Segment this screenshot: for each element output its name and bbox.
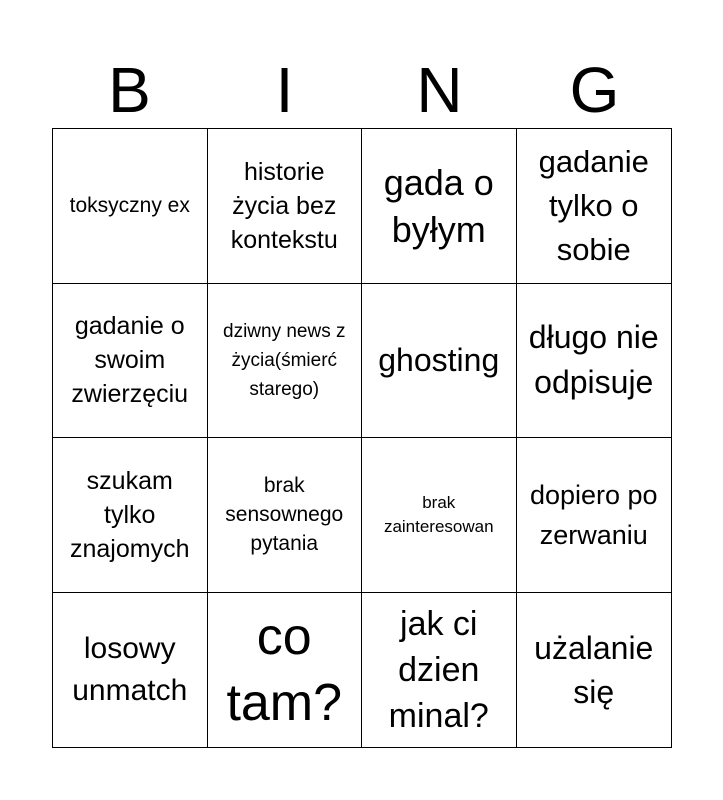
cell-text: brak zainteresowan — [383, 492, 494, 536]
bingo-cell[interactable] — [362, 129, 517, 284]
cell-text: dopiero po zerwaniu — [529, 479, 658, 550]
cell-text: jak ci dzien minal? — [388, 604, 489, 735]
header-letter-b: B — [108, 54, 151, 126]
cell-text: użalanie się — [534, 629, 654, 710]
bingo-cell[interactable] — [362, 284, 517, 439]
bingo-cell[interactable] — [208, 593, 363, 748]
cell-text: historie życia bez kontekstu — [230, 157, 338, 254]
cell-text: długo nie odpisuje — [528, 319, 659, 401]
bingo-cell[interactable] — [53, 129, 208, 284]
cell-text: gadanie o swoim zwierzęciu — [71, 312, 189, 409]
cell-text: co tam? — [226, 607, 343, 732]
bingo-cell[interactable] — [208, 438, 363, 593]
cell-text: ghosting — [378, 341, 500, 378]
bingo-cell[interactable] — [53, 593, 208, 748]
cell-text: szukam tylko znajomych — [70, 466, 190, 563]
header-letter-n: N — [416, 54, 463, 126]
cell-text: toksyczny ex — [69, 193, 190, 217]
bingo-cell[interactable] — [517, 129, 672, 284]
bingo-cell[interactable] — [517, 438, 672, 593]
bingo-cell[interactable] — [208, 284, 363, 439]
cell-text: gadanie tylko o sobie — [538, 143, 649, 267]
header-letter-i: I — [275, 54, 294, 126]
bingo-cell[interactable] — [517, 284, 672, 439]
header-letter-g: G — [569, 54, 620, 126]
bingo-header — [52, 52, 672, 128]
cell-text: gada o byłym — [383, 161, 494, 250]
bingo-cell[interactable] — [362, 438, 517, 593]
bingo-cell[interactable] — [362, 593, 517, 748]
cell-text: dziwny news z życia(śmierć starego) — [223, 320, 346, 400]
bingo-cell[interactable] — [53, 284, 208, 439]
bingo-cell[interactable] — [517, 593, 672, 748]
bingo-grid — [52, 128, 672, 748]
cell-text: losowy unmatch — [72, 631, 188, 707]
bingo-cell[interactable] — [53, 438, 208, 593]
bingo-cell[interactable] — [208, 129, 363, 284]
cell-text: brak sensownego pytania — [225, 474, 344, 556]
